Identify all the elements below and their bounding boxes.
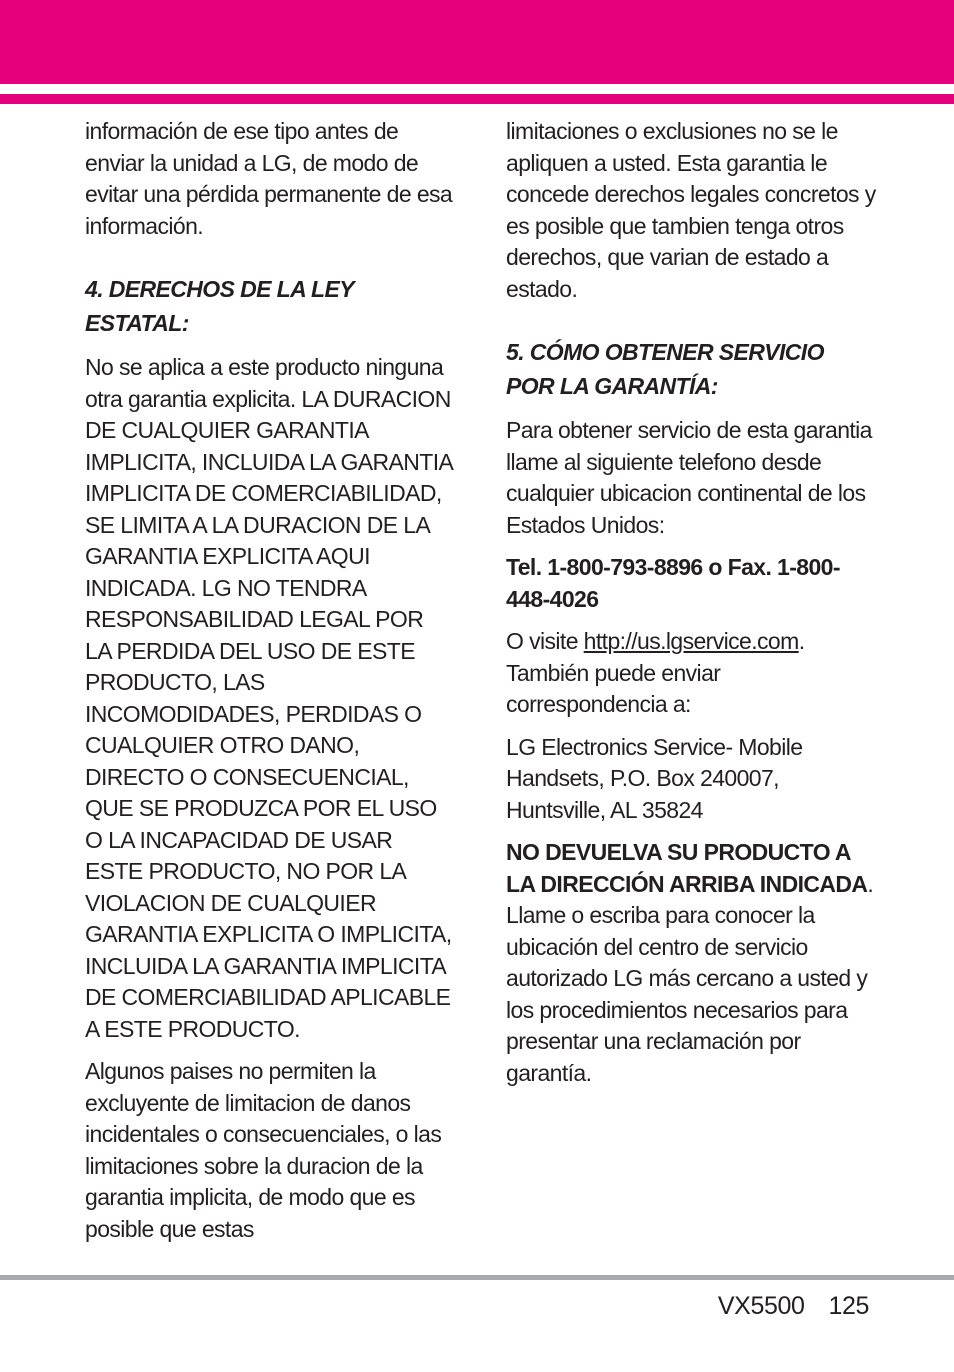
model-name: VX5500 (717, 1292, 805, 1320)
paragraph-state-law: No se aplica a este producto ninguna otra garantia explicita. LA DURACION DE CUALQUIER GARANTIA IMPLICITA, INCLUIDA LA GARANTIA IMPLICITA DE COMERCIABILIDAD, SE LIMITA A LA DURACION DE LA GARANTIA EXPLICITA AQUI INDICADA. LG NO TENDRA RESPONSABILIDAD LEGAL POR LA PERDIDA DEL USO DE ESTE PRODUCTO, LAS INCOMODIDADES, PERDIDAS O CUALQUIER OTRO DANO, DIRECTO O CONSECUENCIAL, QUE SE PRODUZCA POR EL USO O LA INCAPACIDAD DE USAR ESTE PRODUCTO, NO POR LA VIOLACION DE CUALQUIER GARANTIA EXPLICITA O IMPLICITA, INCLUIDA LA GARANTIA IMPLICITA DE COMERCIABILIDAD APLICABLE A ESTE PRODUCTO. (85, 354, 452, 1042)
warning-rest: . Llame o escriba para conocer la ubicación del centro de servicio autorizado LG más cercano a usted y los procedimientos necesarios para presentar una reclamación por garantía. (506, 870, 874, 1086)
header-stripe (0, 94, 954, 104)
paragraph-exclusions: Algunos paises no permiten la excluyente de limitacion de danos incidentales o consecuenciales, o las limitaciones sobre la duracion de la garantia implicita, de modo que es posible que estas (85, 1058, 442, 1242)
visit-suffix: . También puede enviar correspondencia a: (506, 628, 805, 717)
paragraph-address: LG Electronics Service- Mobile Handsets, P.O. Box 240007, Huntsville, AL 35824 (506, 733, 803, 823)
warning-bold: NO DEVUELVA SU PRODUCTO A LA DIRECCIÓN ARRIBA INDICADA (506, 839, 868, 897)
section-heading-4: 4. DERECHOS DE LA LEY ESTATAL: (85, 276, 354, 336)
paragraph-warning (506, 837, 876, 1089)
service-website-link[interactable]: http://us.lgservice.com (583, 628, 799, 654)
header-band (0, 0, 954, 84)
left-column (85, 116, 453, 1256)
paragraph-visit (506, 626, 876, 721)
phone-fax-line: Tel. 1-800-793-8896 o Fax. 1-800-448-4026 (506, 554, 840, 612)
visit-prefix: O visite (506, 628, 584, 654)
paragraph-limitations: limitaciones o exclusiones no se le apliquen a usted. Esta garantia le concede derechos legales concretos y es posible que tambien tenga otros derechos, que varian de estado a estado. (506, 118, 876, 302)
footer (718, 1292, 869, 1321)
footer-rule (0, 1275, 954, 1280)
section-heading-5: 5. CÓMO OBTENER SERVICIO POR LA GARANTÍA: (506, 339, 824, 399)
right-column (506, 116, 876, 1100)
page-number: 125 (828, 1292, 869, 1320)
paragraph-service-call: Para obtener servicio de esta garantia llame al siguiente telefono desde cualquier ubicacion continental de los Estados Unidos: (506, 417, 872, 538)
paragraph-info-backup: información de ese tipo antes de enviar la unidad a LG, de modo de evitar una pérdida permanente de esa información. (85, 118, 453, 239)
